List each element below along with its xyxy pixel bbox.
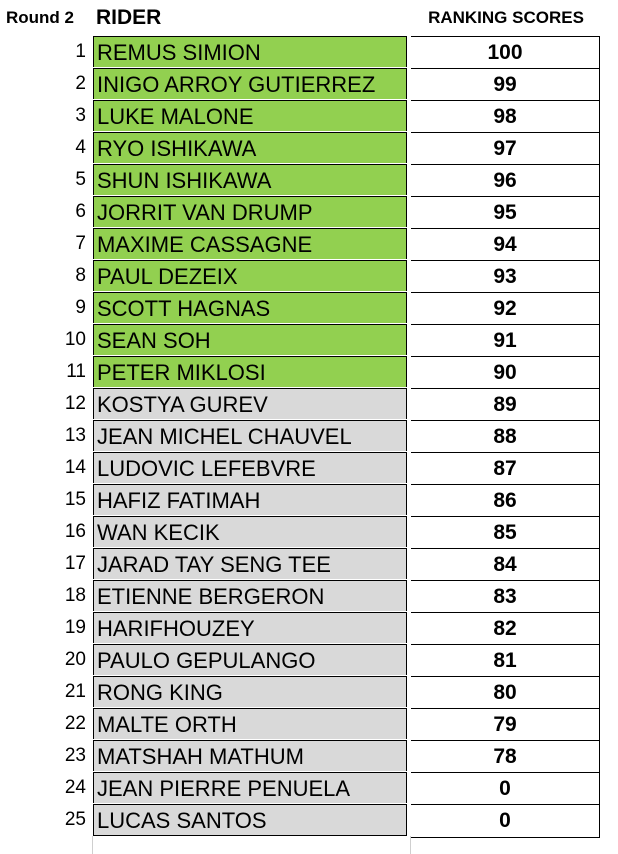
ranking-score-cell: 95 <box>411 196 600 228</box>
rank-cell: 15 <box>64 489 86 510</box>
rider-name-cell: JEAN MICHEL CHAUVEL <box>93 420 407 451</box>
rank-cell: 2 <box>75 73 86 94</box>
ranking-score-cell: 89 <box>411 388 600 420</box>
rank-cell: 1 <box>75 41 86 62</box>
rank-cell: 4 <box>75 137 86 158</box>
table-row <box>0 612 618 644</box>
table-row <box>0 196 618 228</box>
rank-cell: 25 <box>64 809 86 830</box>
ranking-score-cell: 84 <box>411 548 600 580</box>
rank-cell: 21 <box>64 681 86 702</box>
table-row <box>0 292 618 324</box>
rank-cell: 16 <box>64 521 86 542</box>
ranking-score-cell: 88 <box>411 420 600 452</box>
table-row <box>0 260 618 292</box>
ranking-score-cell: 97 <box>411 132 600 164</box>
rank-cell: 12 <box>64 393 86 414</box>
rider-name-cell: JARAD TAY SENG TEE <box>93 548 407 579</box>
ranking-scores-column-header: RANKING SCORES <box>428 8 584 27</box>
rider-name-cell: ETIENNE BERGERON <box>93 580 407 611</box>
table-row <box>0 804 618 836</box>
table-row <box>0 324 618 356</box>
table-row <box>0 644 618 676</box>
ranking-score-cell: 86 <box>411 484 600 516</box>
rider-name-cell: HARIFHOUZEY <box>93 612 407 643</box>
rider-name-cell: JORRIT VAN DRUMP <box>93 196 407 227</box>
table-row <box>0 548 618 580</box>
rider-name-cell: WAN KECIK <box>93 516 407 547</box>
rider-name-cell: JEAN PIERRE PENUELA <box>93 772 407 803</box>
rank-cell: 7 <box>75 233 86 254</box>
ranking-score-cell: 92 <box>411 292 600 324</box>
rider-name-cell: SHUN ISHIKAWA <box>93 164 407 195</box>
ranking-score-cell: 96 <box>411 164 600 196</box>
table-row <box>0 100 618 132</box>
ranking-score-cell: 100 <box>411 36 600 68</box>
rider-column-header: RIDER <box>96 6 162 29</box>
rank-cell: 10 <box>64 329 86 350</box>
rider-name-cell: KOSTYA GUREV <box>93 388 407 419</box>
rider-name-cell: INIGO ARROY GUTIERREZ <box>93 68 407 99</box>
ranking-score-cell: 0 <box>411 804 600 838</box>
ranking-score-cell: 98 <box>411 100 600 132</box>
table-row <box>0 36 618 68</box>
ranking-score-cell: 0 <box>411 772 600 804</box>
rank-cell: 6 <box>75 201 86 222</box>
ranking-score-cell: 90 <box>411 356 600 388</box>
rank-cell: 23 <box>64 745 86 766</box>
rider-name-cell: MATSHAH MATHUM <box>93 740 407 771</box>
table-row <box>0 132 618 164</box>
table-row <box>0 420 618 452</box>
rank-cell: 3 <box>75 105 86 126</box>
rank-cell: 20 <box>64 649 86 670</box>
ranking-score-cell: 91 <box>411 324 600 356</box>
rank-cell: 8 <box>75 265 86 286</box>
ranking-score-cell: 93 <box>411 260 600 292</box>
rank-cell: 18 <box>64 585 86 606</box>
table-row <box>0 452 618 484</box>
ranking-score-cell: 81 <box>411 644 600 676</box>
rider-name-cell: MALTE ORTH <box>93 708 407 739</box>
ranking-score-cell: 78 <box>411 740 600 772</box>
table-row <box>0 68 618 100</box>
gridline <box>410 836 411 854</box>
rider-name-cell: PAULO GEPULANGO <box>93 644 407 675</box>
ranking-score-cell: 79 <box>411 708 600 740</box>
gridline <box>92 836 93 854</box>
table-row <box>0 580 618 612</box>
rank-cell: 11 <box>66 361 86 382</box>
rank-cell: 5 <box>75 169 86 190</box>
ranking-score-cell: 80 <box>411 676 600 708</box>
rider-name-cell: LUDOVIC LEFEBVRE <box>93 452 407 483</box>
table-row <box>0 388 618 420</box>
ranking-score-cell: 82 <box>411 612 600 644</box>
rank-cell: 14 <box>64 457 86 478</box>
table-row <box>0 228 618 260</box>
table-row <box>0 356 618 388</box>
ranking-score-cell: 85 <box>411 516 600 548</box>
table-row <box>0 708 618 740</box>
rank-cell: 19 <box>64 617 86 638</box>
rider-name-cell: REMUS SIMION <box>93 36 407 67</box>
rank-cell: 17 <box>64 553 86 574</box>
ranking-score-cell: 94 <box>411 228 600 260</box>
rider-name-cell: LUKE MALONE <box>93 100 407 131</box>
table-row <box>0 676 618 708</box>
rank-cell: 9 <box>75 297 86 318</box>
ranking-score-cell: 99 <box>411 68 600 100</box>
rank-cell: 13 <box>64 425 86 446</box>
table-row <box>0 772 618 804</box>
rider-name-cell: SCOTT HAGNAS <box>93 292 407 323</box>
rider-name-cell: HAFIZ FATIMAH <box>93 484 407 515</box>
rider-name-cell: LUCAS SANTOS <box>93 804 407 836</box>
rank-cell: 24 <box>64 777 86 798</box>
rider-name-cell: MAXIME CASSAGNE <box>93 228 407 259</box>
rider-name-cell: PETER MIKLOSI <box>93 356 407 387</box>
rider-name-cell: RYO ISHIKAWA <box>93 132 407 163</box>
table-row <box>0 740 618 772</box>
table-row <box>0 484 618 516</box>
rider-name-cell: SEAN SOH <box>93 324 407 355</box>
round-label: Round 2 <box>6 8 74 27</box>
rider-name-cell: RONG KING <box>93 676 407 707</box>
rank-cell: 22 <box>64 713 86 734</box>
table-row <box>0 164 618 196</box>
ranking-score-cell: 83 <box>411 580 600 612</box>
rider-name-cell: PAUL DEZEIX <box>93 260 407 291</box>
table-row <box>0 516 618 548</box>
ranking-score-cell: 87 <box>411 452 600 484</box>
ranking-table <box>0 36 618 836</box>
